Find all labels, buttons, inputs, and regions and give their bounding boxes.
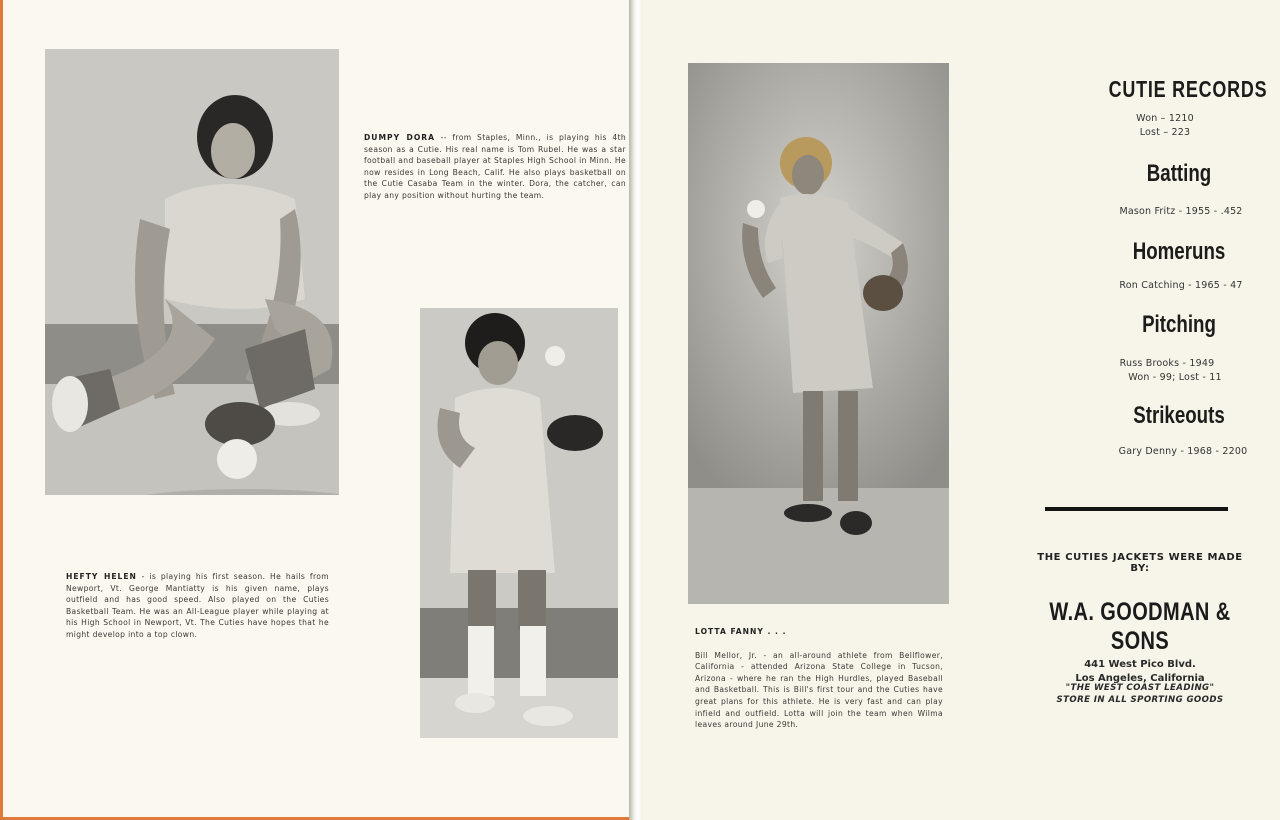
goodman-ad: [1020, 598, 1260, 686]
caption-name-dumpy-dora: DUMPY DORA: [364, 133, 436, 142]
section-pitching-heading: [1054, 311, 1280, 339]
batting-line: Mason Fritz - 1955 - .452: [1119, 206, 1243, 217]
homeruns-heading-text: Homeruns: [1132, 238, 1226, 265]
homeruns-line: Ron Catching - 1965 - 47: [1119, 280, 1243, 291]
caption-text-dumpy-dora: -- from Staples, Minn., is playing his 4th season as a Cutie. His real name is Tom Rubel. He was a star football and baseball player at Staples High School in Minn. He now resides in Long Beach, Calif. He also plays basketball on the Cutie Casaba Team in the winter. Dora, the catcher, can play any position without hurting the team.: [364, 133, 626, 200]
cutie-records-title: [1063, 76, 1280, 103]
slogan-line-1: "THE WEST COAST LEADING": [1065, 683, 1215, 693]
caption-name-lotta-fanny: [695, 626, 943, 638]
caption-dumpy-dora: [364, 132, 626, 202]
records-won: Won – 1210: [1136, 113, 1194, 124]
records-lost: Lost – 223: [1139, 127, 1191, 138]
hefty-helen-illustration-icon: [45, 49, 339, 495]
dumpy-dora-illustration-icon: [420, 308, 618, 738]
jackets-intro: THE CUTIES JACKETS WERE MADE BY:: [1037, 552, 1243, 574]
section-homeruns-heading: [1054, 238, 1280, 266]
caption-text-lotta-fanny: Bill Mellor, Jr. - an all-around athlete from Bellflower, California - attended Arizona State College in Tucson, Arizona - where he ran the High Hurdles, played Baseball and Basketball. This is Bill's first tour and the Cuties have great plans for this athlete. He is very fast and can play infield and outfield. Lotta will join the team when Wilma leaves around June 29th.: [695, 650, 943, 730]
pitching-line-2: Won - 99; Lost - 11: [1128, 372, 1222, 383]
photo-dumpy-dora: [420, 308, 618, 738]
caption-name-lotta-fanny-text: LOTTA FANNY . . .: [695, 627, 787, 636]
caption-text-hefty-helen: - is playing his first season. He hails from Newport, Vt. George Mantiatty is his given name, plays outfield and has good speed. Also played on the Cuties Basketball Team. He was an All-League player while playing at his High School in Newport, Vt. The Cuties have hopes that he might develop into a top clown.: [66, 572, 329, 639]
pitching-line-1: Russ Brooks - 1949: [1119, 358, 1215, 369]
batting-heading-text: Batting: [1146, 160, 1212, 187]
section-strikeouts-heading: [1054, 402, 1280, 430]
lotta-fanny-illustration-icon: [688, 63, 949, 604]
strikeouts-line: Gary Denny - 1968 - 2200: [1118, 446, 1248, 457]
records-title-text: CUTIE RECORDS: [1108, 76, 1268, 102]
goodman-address-1: 441 West Pico Blvd.: [1084, 659, 1196, 670]
divider-rule: [1045, 507, 1228, 511]
pitching-heading-text: Pitching: [1142, 311, 1216, 338]
slogan-line-2: STORE IN ALL SPORTING GOODS: [1056, 695, 1224, 705]
section-batting-heading: [1054, 160, 1280, 188]
caption-lotta-fanny: [695, 626, 943, 731]
strikeouts-heading-text: Strikeouts: [1133, 402, 1225, 429]
photo-lotta-fanny: [688, 63, 949, 604]
goodman-address-2: Los Angeles, California: [1075, 673, 1205, 684]
photo-hefty-helen: [45, 49, 339, 495]
goodman-company-name: W.A. GOODMAN & SONS: [1049, 598, 1231, 655]
book-gutter: [629, 0, 643, 820]
caption-hefty-helen: [66, 571, 329, 641]
goodman-slogan: [1020, 682, 1260, 706]
caption-name-hefty-helen: HEFTY HELEN: [66, 572, 137, 581]
